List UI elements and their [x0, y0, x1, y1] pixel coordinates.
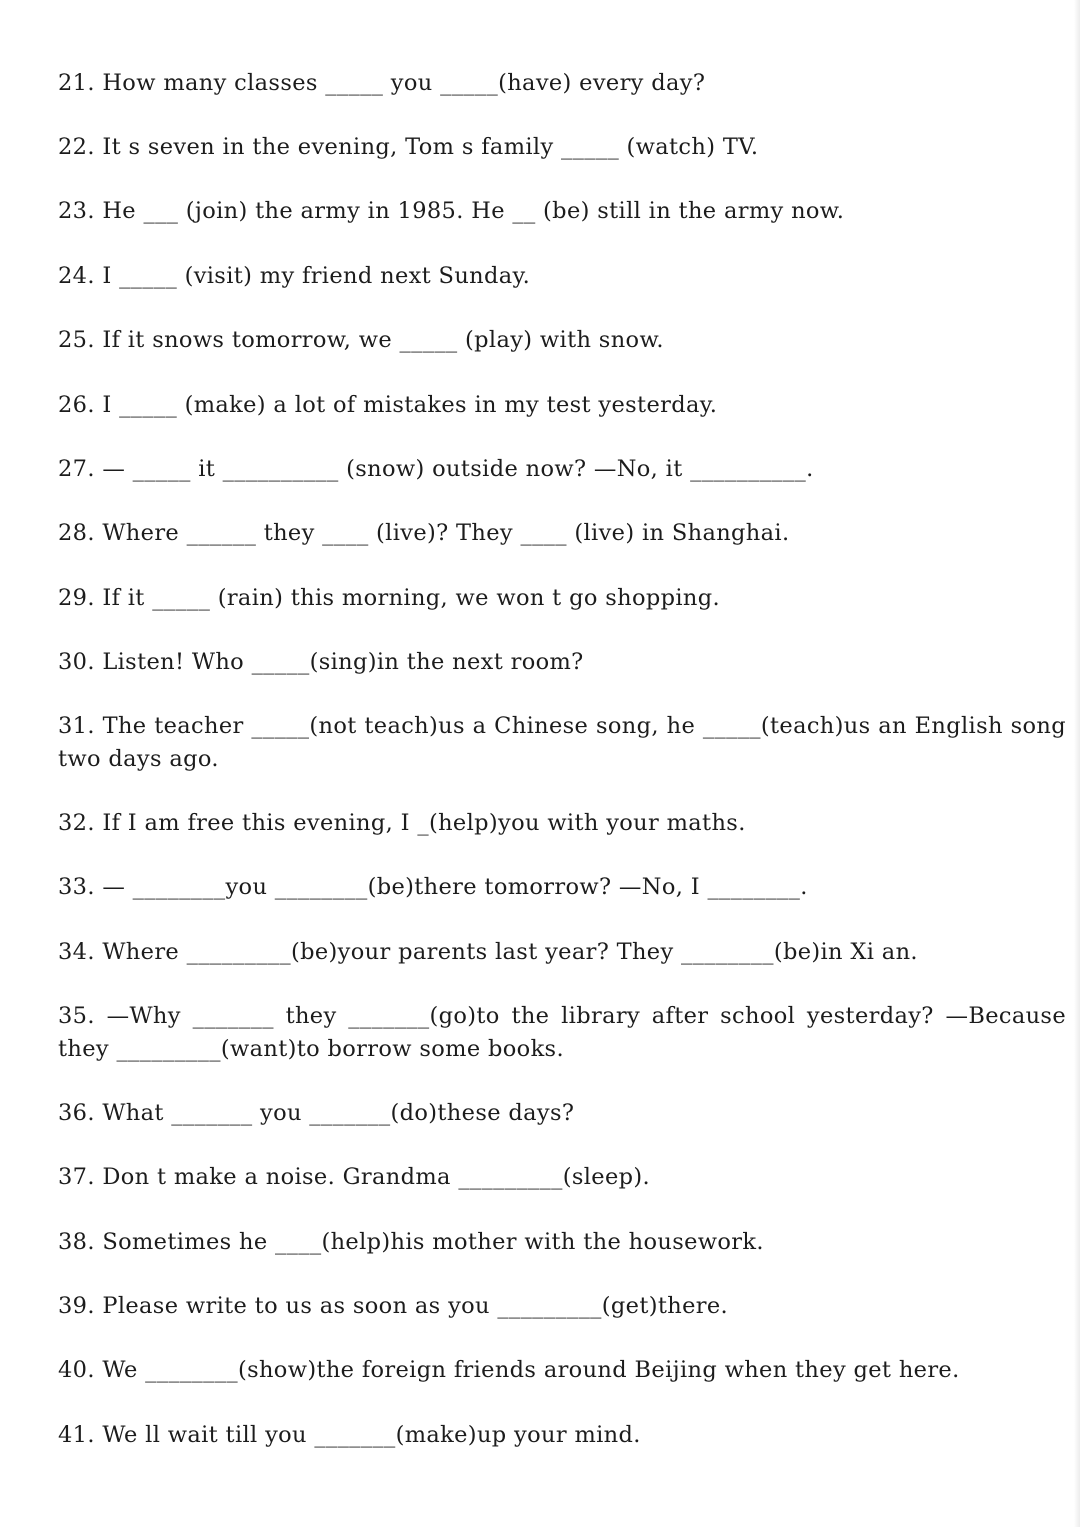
exercise-37: 37. Don t make a noise. Grandma _________(sleep). — [58, 1164, 650, 1190]
exercise-25: 25. If it snows tomorrow, we _____ (play) with snow. — [58, 327, 664, 353]
page-edge-shadow — [1074, 0, 1080, 1527]
exercise-40: 40. We ________(show)the foreign friends around Beijing when they get here. — [58, 1357, 960, 1383]
exercise-35: 35. —Why _______ they _______(go)to the library after school yesterday? —Because they _________(want)to borrow some books. — [58, 1003, 1066, 1062]
exercise-24: 24. I _____ (visit) my friend next Sunday. — [58, 263, 531, 289]
exercise-39: 39. Please write to us as soon as you _________(get)there. — [58, 1293, 729, 1319]
exercise-36: 36. What _______ you _______(do)these days? — [58, 1100, 575, 1126]
exercise-29: 29. If it _____ (rain) this morning, we won t go shopping. — [58, 585, 721, 611]
exercise-23: 23. He ___ (join) the army in 1985. He __ (be) still in the army now. — [58, 198, 845, 224]
exercise-26: 26. I _____ (make) a lot of mistakes in my test yesterday. — [58, 392, 718, 418]
exercise-38: 38. Sometimes he ____(help)his mother with the housework. — [58, 1229, 764, 1255]
exercise-22: 22. It s seven in the evening, Tom s family _____ (watch) TV. — [58, 134, 759, 160]
exercise-41: 41. We ll wait till you _______(make)up your mind. — [58, 1422, 641, 1448]
exercise-21: 21. How many classes _____ you _____(have) every day? — [58, 70, 706, 96]
exercise-33: 33. — ________you ________(be)there tomorrow? —No, I ________. — [58, 874, 808, 900]
exercise-30: 30. Listen! Who _____(sing)in the next room? — [58, 649, 584, 675]
exercise-31: 31. The teacher _____(not teach)us a Chinese song, he _____(teach)us an English song two days ago. — [58, 713, 1066, 772]
exercise-28: 28. Where ______ they ____ (live)? They ____ (live) in Shanghai. — [58, 520, 790, 546]
exercise-34: 34. Where _________(be)your parents last year? They ________(be)in Xi an. — [58, 939, 918, 965]
exercise-32: 32. If I am free this evening, I _(help)you with your maths. — [58, 810, 746, 836]
exercise-27: 27. — _____ it __________ (snow) outside now? —No, it __________. — [58, 456, 814, 482]
